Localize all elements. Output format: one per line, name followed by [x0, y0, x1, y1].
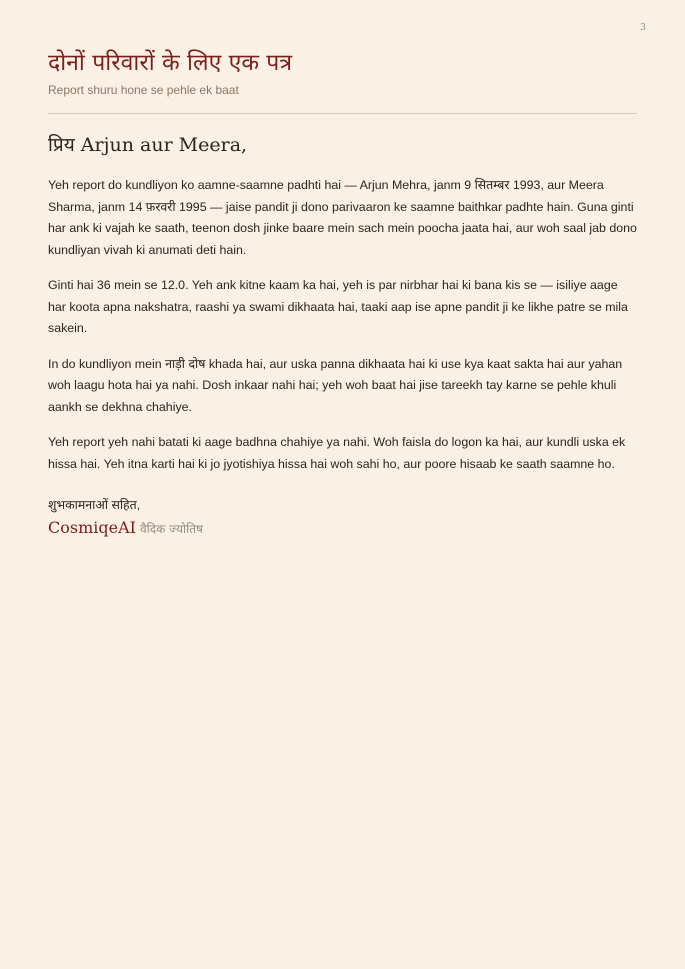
letter-signoff: [48, 496, 637, 541]
letter-paragraph: Ginti hai 36 mein se 12.0. Yeh ank kitne kaam ka hai, yeh is par nirbhar hai ki bana kis se — isiliye aage har koota apna nakshatra, raashi ya swami dikhaata hai, taaki aap ise apne pandit ji ke likhe patre se mila sakein.: [48, 278, 628, 335]
letter-paragraph: Yeh report do kundliyon ko aamne-saamne padhti hai — Arjun Mehra, janm 9 सितम्बर 1993, aur Meera Sharma, janm 14 फ़रवरी 1995 — jaise pandit ji dono parivaaron ke saamne baithkar padhte hain. Guna ginti har ank ki vajah ke saath, teenon dosh jinke baare mein sach mein poocha jaata hai, aur woh saal jab dono kundliyan vivah ki anumati deti hain.: [48, 178, 637, 257]
letter-signature: [48, 516, 637, 541]
letter-closing: शुभकामनाओं सहित,: [48, 498, 141, 512]
page-number: 3: [640, 23, 646, 33]
page-title: दोनों परिवारों के लिए एक पत्र: [48, 50, 293, 76]
page-subtitle: Report shuru hone se pehle ek baat: [48, 83, 239, 97]
signature-tagline: वैदिक ज्योतिष: [139, 522, 203, 536]
letter-paragraph: In do kundliyon mein नाड़ी दोष khada hai, aur uska panna dikhaata hai ki use kya kaat sakta hai aur yahan woh laagu hota hai ya nahi. Dosh inkaar nahi hai; yeh woh baat hai jise tareekh tay karne se pehle khuli aankh se dekhna chahiye.: [48, 356, 623, 414]
signature-brand: CosmiqeAI: [48, 518, 136, 537]
letter-header: [48, 46, 637, 97]
letter-body: [48, 131, 637, 541]
letter-paragraph: Yeh report yeh nahi batati ki aage badhna chahiye ya nahi. Woh faisla do logon ka hai, aur kundli uska ek hissa hai. Yeh itna karti hai ki jo jyotishiya hissa hai woh sahi ho, aur poore hisaab ke saath saamne ho.: [48, 435, 626, 471]
letter-salutation: प्रिय Arjun aur Meera,: [48, 134, 248, 156]
header-divider: [48, 113, 637, 114]
